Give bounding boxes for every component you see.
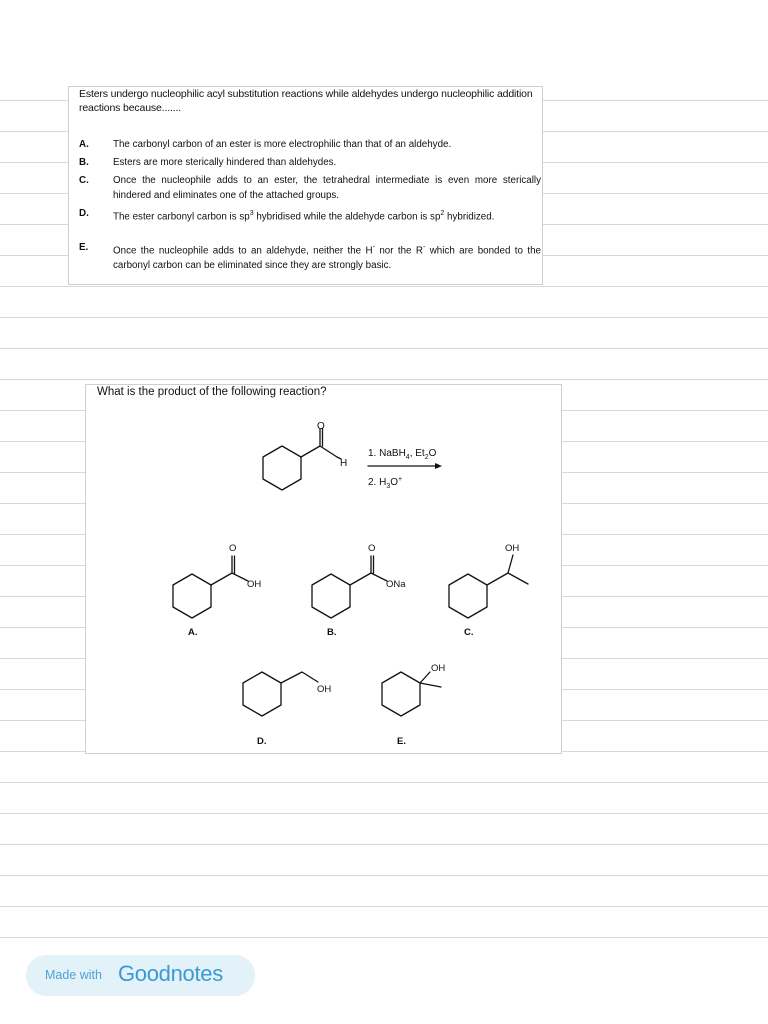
choice-a-oh: OH <box>247 579 262 590</box>
reaction-scheme <box>86 385 563 755</box>
question-1-stem: Esters undergo nucleophilic acyl substitution reactions while aldehydes undergo nucleophilic addition reactions because....... <box>79 88 533 114</box>
choice-d-structure <box>243 672 331 747</box>
choice-b-letter: B. <box>327 627 337 638</box>
reactant-oxygen-label: O <box>317 421 325 432</box>
choice-a-structure <box>173 543 261 638</box>
choice-d-letter: D. <box>257 736 267 747</box>
option-text: Once the nucleophile adds to an aldehyde, neither the H- nor the R- which are bonded to the carbonyl carbon can be eliminated since they are strongly basic. <box>113 244 541 271</box>
option-text: Once the nucleophile adds to an ester, the tetrahedral intermediate is even more sterically hindered and eliminates one of the attached groups. <box>113 175 541 201</box>
condition-step-1: 1. NaBH$_4$, $Et_2O$ <box>368 448 437 461</box>
choice-b-structure <box>312 543 406 638</box>
choice-c-letter: C. <box>464 627 474 638</box>
reactant-h-label: H <box>340 458 348 469</box>
choice-e-letter: E. <box>397 736 406 747</box>
choice-d-oh: OH <box>317 684 332 695</box>
choice-b-ona: ONa <box>386 579 406 590</box>
question-1-card <box>68 86 543 285</box>
reactant-structure <box>263 421 347 490</box>
option-letter: B. <box>79 157 89 168</box>
question-2-stem: What is the product of the following reaction? <box>97 386 327 398</box>
option-letter: E. <box>79 242 89 253</box>
option-letter: A. <box>79 139 89 150</box>
choice-e-structure <box>382 663 445 747</box>
arrow-head-icon <box>435 463 442 469</box>
made-with-goodnotes-badge[interactable] <box>26 955 255 996</box>
choice-b-oxygen: O <box>368 543 376 554</box>
goodnotes-logo: Goodnotes <box>118 961 223 986</box>
condition-step-2: 2. $H_3O^+$ <box>368 476 403 490</box>
option-letter: D. <box>79 208 89 219</box>
question-2-card <box>85 384 562 754</box>
choice-a-oxygen: O <box>229 543 237 554</box>
choice-e-oh: OH <box>431 663 446 674</box>
option-letter: C. <box>79 175 89 186</box>
choice-a-letter: A. <box>188 627 198 638</box>
made-with-label: Made with <box>45 968 102 982</box>
choice-c-oh: OH <box>505 543 520 554</box>
choice-c-structure <box>449 543 528 638</box>
option-text: Esters are more sterically hindered than aldehydes. <box>113 157 337 168</box>
option-text: The ester carbonyl carbon is $sp^3$ hybridised while the aldehyde carbon is $sp^2$ hybridized. <box>113 210 495 223</box>
option-text: The carbonyl carbon of an ester is more electrophilic than that of an aldehyde. <box>113 139 452 150</box>
